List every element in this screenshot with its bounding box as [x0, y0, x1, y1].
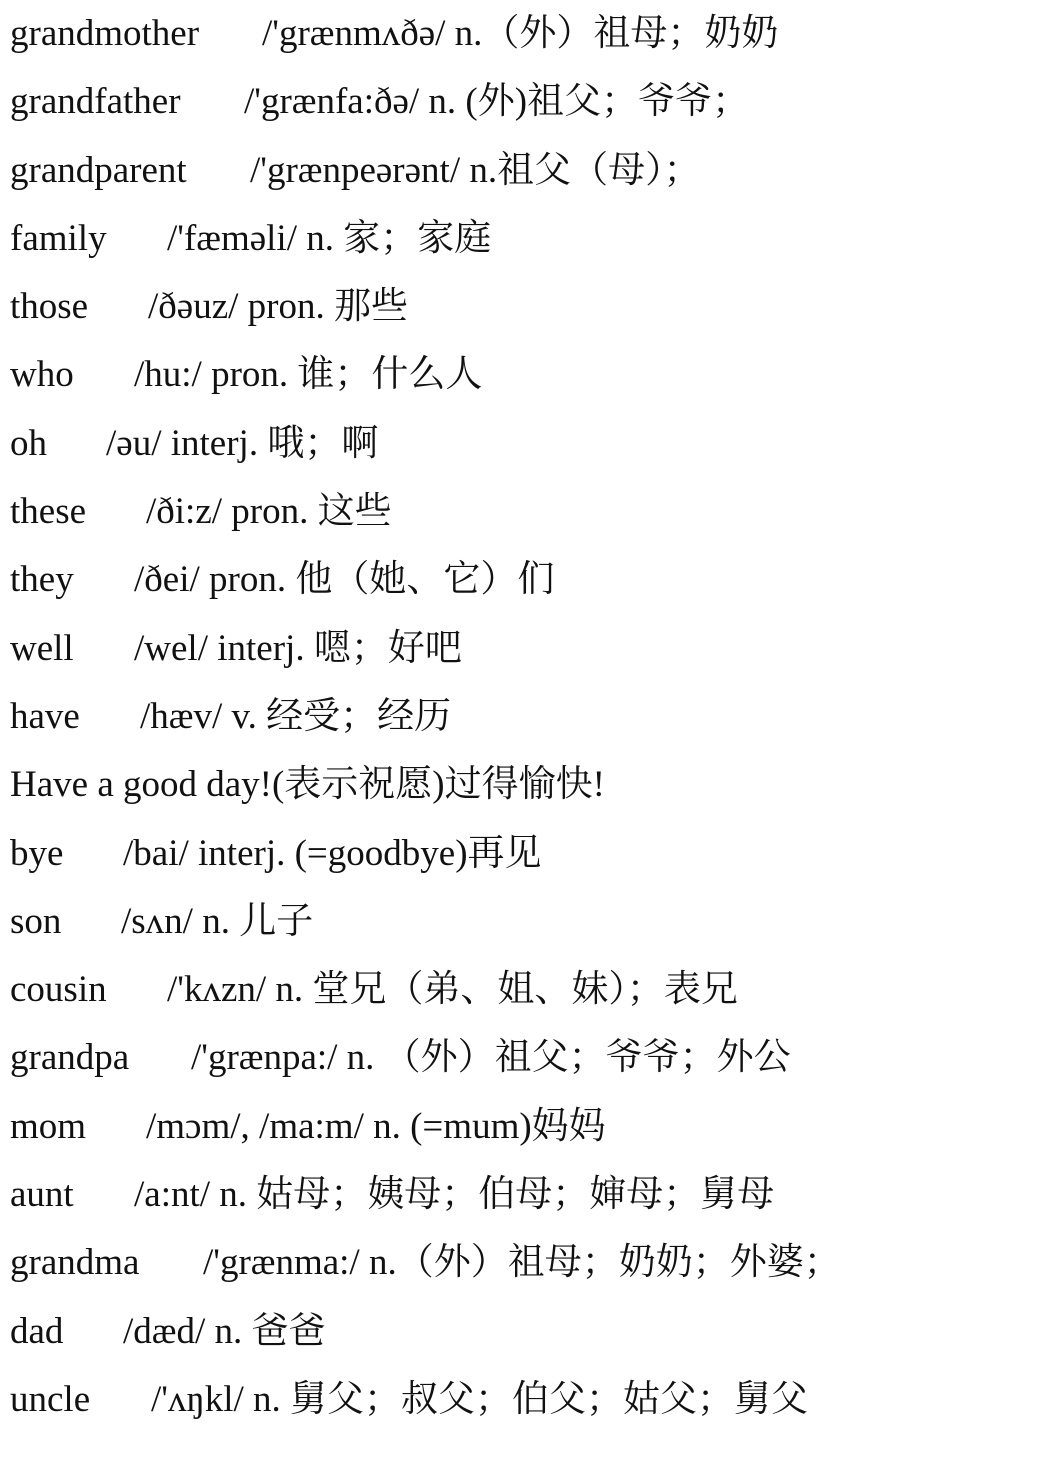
entry-word: well — [10, 627, 74, 669]
entry-definition: /wel/ interj. 嗯；好吧 — [134, 627, 462, 669]
list-item — [10, 1093, 1030, 1161]
list-item — [10, 546, 1030, 614]
entry-definition: /ðei/ pron. 他（她、它）们 — [134, 559, 555, 601]
list-item — [10, 956, 1030, 1024]
list-item — [10, 751, 1030, 819]
list-item — [10, 68, 1030, 136]
entry-word: grandpa — [10, 1037, 130, 1079]
list-item — [10, 410, 1030, 478]
entry-definition: /'grænmʌðə/ n.（外）祖母；奶奶 — [262, 13, 779, 54]
entry-word: these — [10, 491, 87, 533]
list-item — [10, 820, 1030, 888]
list-item — [10, 888, 1030, 956]
entry-definition: /əu/ interj. 哦；啊 — [106, 422, 379, 464]
entry-word: family — [10, 217, 107, 259]
entry-definition: /'grænfa:ðə/ n. (外)祖父；爷爷； — [244, 81, 750, 123]
list-item — [10, 1161, 1030, 1229]
entry-word: Have a good day! — [10, 764, 272, 806]
entry-word: bye — [10, 832, 64, 874]
entry-definition: /ðəuz/ pron. 那些 — [148, 286, 408, 328]
entry-definition: /hæv/ v. 经受；经历 — [140, 695, 452, 737]
entry-word: son — [10, 900, 62, 942]
entry-word: grandma — [10, 1242, 140, 1284]
entry-definition: /bai/ interj. (=goodbye)再见 — [123, 832, 542, 874]
entry-word: uncle — [10, 1378, 91, 1420]
entry-word: aunt — [10, 1174, 74, 1216]
entry-definition: /dæd/ n. 爸爸 — [123, 1310, 326, 1352]
entry-definition: /'grænma:/ n.（外）祖母；奶奶；外婆； — [203, 1242, 841, 1284]
entry-word: grandparent — [10, 149, 187, 191]
list-item — [10, 341, 1030, 409]
entry-word: dad — [10, 1310, 64, 1352]
entry-definition: /'ʌŋkl/ n. 舅父；叔父；伯父；姑父；舅父 — [151, 1378, 809, 1420]
list-item — [10, 1024, 1030, 1092]
list-item — [10, 478, 1030, 546]
list-item — [10, 0, 1030, 68]
entry-word: cousin — [10, 969, 107, 1011]
entry-definition: /'grænpeərənt/ n.祖父（母）； — [250, 149, 701, 191]
entry-definition: /hu:/ pron. 谁；什么人 — [134, 354, 483, 396]
list-item — [10, 137, 1030, 205]
entry-definition: /'fæməli/ n. 家；家庭 — [167, 217, 492, 259]
entry-definition: /'grænpa:/ n. （外）祖父；爷爷；外公 — [191, 1037, 791, 1079]
entry-word: mom — [10, 1105, 87, 1147]
entry-word: grandmother — [10, 13, 200, 54]
list-item — [10, 1366, 1030, 1434]
list-item — [10, 205, 1030, 273]
entry-definition: /ði:z/ pron. 这些 — [146, 491, 392, 533]
entry-definition: /mɔm/, /ma:m/ n. (=mum)妈妈 — [146, 1105, 606, 1147]
entry-word: those — [10, 286, 89, 328]
list-item — [10, 1229, 1030, 1297]
entry-definition: /'kʌzn/ n. 堂兄（弟、姐、妹）；表兄 — [167, 969, 738, 1011]
entry-word: have — [10, 695, 80, 737]
list-item — [10, 1298, 1030, 1366]
entry-word: grandfather — [10, 81, 181, 123]
entry-definition: (表示祝愿)过得愉快! — [271, 764, 605, 806]
vocab-list — [10, 0, 1030, 1434]
entry-word: oh — [10, 422, 47, 464]
entry-definition: /a:nt/ n. 姑母；姨母；伯母；婶母；舅母 — [134, 1174, 775, 1216]
list-item — [10, 273, 1030, 341]
entry-word: they — [10, 559, 74, 601]
entry-definition: /sʌn/ n. 儿子 — [121, 900, 314, 942]
list-item — [10, 683, 1030, 751]
list-item — [10, 615, 1030, 683]
entry-word: who — [10, 354, 74, 396]
